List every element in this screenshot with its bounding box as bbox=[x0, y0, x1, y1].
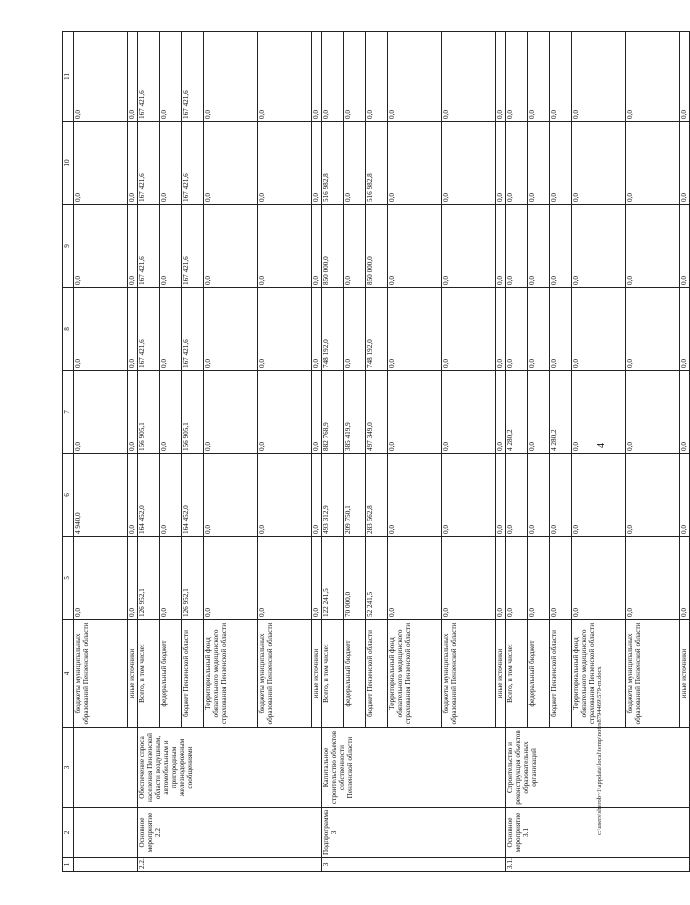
amount-cell: 0,0 bbox=[442, 205, 496, 288]
amount-cell: 167 421,6 bbox=[138, 122, 160, 205]
amount-cell: 0,0 bbox=[550, 454, 572, 537]
funding-source-cell: Всего, в том числе: bbox=[506, 620, 528, 728]
amount-cell: 167 421,6 bbox=[138, 32, 160, 122]
amount-cell: 0,0 bbox=[312, 205, 322, 288]
amount-cell: 126 952,1 bbox=[182, 537, 204, 620]
amount-cell: 0,0 bbox=[366, 32, 388, 122]
table-row bbox=[74, 32, 128, 872]
amount-cell: 167 421,6 bbox=[182, 288, 204, 371]
goal-cell: Обеспечение спроса населения Пензенской области воздушным, автомобильным и пригородным железнодорожным сообщениями bbox=[138, 728, 322, 808]
amount-cell: 0,0 bbox=[312, 537, 322, 620]
column-number-row bbox=[63, 32, 74, 872]
amount-cell: 0,0 bbox=[258, 32, 312, 122]
amount-cell: 0,0 bbox=[626, 288, 680, 371]
amount-cell: 0,0 bbox=[344, 32, 366, 122]
amount-cell: 748 192,0 bbox=[322, 288, 344, 371]
funding-source-cell: бюджет Пензенской области bbox=[182, 620, 204, 728]
amount-cell: 0,0 bbox=[388, 537, 442, 620]
amount-cell: 0,0 bbox=[528, 371, 550, 454]
row-number-cell bbox=[74, 858, 138, 872]
amount-cell: 850 000,0 bbox=[322, 205, 344, 288]
amount-cell: 0,0 bbox=[442, 32, 496, 122]
table-row bbox=[322, 32, 344, 872]
amount-cell: 0,0 bbox=[626, 32, 680, 122]
col-header: 3 bbox=[63, 728, 74, 808]
funding-source-cell: Всего, в том числе: bbox=[322, 620, 344, 728]
amount-cell: 0,0 bbox=[258, 371, 312, 454]
amount-cell: 0,0 bbox=[160, 205, 182, 288]
funding-source-cell: бюджет Пензенской области bbox=[550, 620, 572, 728]
amount-cell: 167 421,6 bbox=[138, 288, 160, 371]
amount-cell: 0,0 bbox=[258, 122, 312, 205]
col-header: 6 bbox=[63, 454, 74, 537]
amount-cell: 0,0 bbox=[550, 288, 572, 371]
event-name-cell: Подпрограмма 3 bbox=[322, 808, 506, 858]
amount-cell: 0,0 bbox=[506, 122, 528, 205]
amount-cell: 0,0 bbox=[626, 205, 680, 288]
col-header: 8 bbox=[63, 288, 74, 371]
amount-cell: 0,0 bbox=[550, 205, 572, 288]
amount-cell: 0,0 bbox=[528, 32, 550, 122]
amount-cell: 0,0 bbox=[204, 32, 258, 122]
funding-source-cell: бюджеты муниципальных образований Пензенской области bbox=[258, 620, 312, 728]
amount-cell: 493 312,9 bbox=[322, 454, 344, 537]
amount-cell: 0,0 bbox=[680, 371, 690, 454]
amount-cell: 0,0 bbox=[496, 371, 506, 454]
amount-cell: 0,0 bbox=[572, 32, 626, 122]
amount-cell: 0,0 bbox=[128, 32, 138, 122]
amount-cell: 0,0 bbox=[160, 537, 182, 620]
amount-cell: 0,0 bbox=[344, 205, 366, 288]
amount-cell: 0,0 bbox=[74, 32, 128, 122]
amount-cell: 0,0 bbox=[204, 454, 258, 537]
amount-cell: 0,0 bbox=[506, 32, 528, 122]
amount-cell: 0,0 bbox=[572, 205, 626, 288]
amount-cell: 0,0 bbox=[506, 454, 528, 537]
col-header: 10 bbox=[63, 122, 74, 205]
amount-cell: 0,0 bbox=[572, 537, 626, 620]
amount-cell: 0,0 bbox=[128, 371, 138, 454]
funding-source-cell: бюджеты муниципальных образований Пензенской области bbox=[74, 620, 128, 728]
funding-source-cell: Территориальный фонд обязательного медицинского страхования Пензенской области bbox=[572, 620, 626, 728]
amount-cell: 70 000,0 bbox=[344, 537, 366, 620]
amount-cell: 0,0 bbox=[344, 288, 366, 371]
amount-cell: 516 982,8 bbox=[322, 122, 344, 205]
amount-cell: 0,0 bbox=[160, 32, 182, 122]
amount-cell: 0,0 bbox=[388, 205, 442, 288]
event-name-cell bbox=[74, 808, 138, 858]
amount-cell: 748 192,0 bbox=[366, 288, 388, 371]
row-number-cell: 3 bbox=[322, 858, 506, 872]
amount-cell: 0,0 bbox=[312, 288, 322, 371]
amount-cell: 0,0 bbox=[128, 537, 138, 620]
amount-cell: 0,0 bbox=[322, 32, 344, 122]
page-number: 4 bbox=[596, 443, 607, 448]
amount-cell: 0,0 bbox=[128, 205, 138, 288]
amount-cell: 0,0 bbox=[442, 537, 496, 620]
amount-cell: 0,0 bbox=[442, 371, 496, 454]
amount-cell: 0,0 bbox=[160, 371, 182, 454]
funding-source-cell: бюджеты муниципальных образований Пензенской области bbox=[442, 620, 496, 728]
amount-cell: 0,0 bbox=[496, 537, 506, 620]
amount-cell: 4 280,2 bbox=[506, 371, 528, 454]
amount-cell: 385 419,9 bbox=[344, 371, 366, 454]
amount-cell: 0,0 bbox=[528, 122, 550, 205]
amount-cell: 0,0 bbox=[160, 288, 182, 371]
amount-cell: 0,0 bbox=[528, 205, 550, 288]
footer-file-path: c:\users\sherob~1\appdata\local\temp\notes8794469\579-rn.docx bbox=[596, 666, 603, 835]
amount-cell: 0,0 bbox=[74, 205, 128, 288]
amount-cell: 0,0 bbox=[572, 122, 626, 205]
amount-cell: 156 905,1 bbox=[182, 371, 204, 454]
amount-cell: 0,0 bbox=[506, 537, 528, 620]
funding-source-cell: Территориальный фонд обязательного медицинского страхования Пензенской области bbox=[388, 620, 442, 728]
amount-cell: 0,0 bbox=[312, 122, 322, 205]
amount-cell: 0,0 bbox=[258, 205, 312, 288]
amount-cell: 167 421,6 bbox=[182, 205, 204, 288]
amount-cell: 0,0 bbox=[160, 122, 182, 205]
amount-cell: 0,0 bbox=[388, 454, 442, 537]
amount-cell: 0,0 bbox=[204, 537, 258, 620]
amount-cell: 122 241,5 bbox=[322, 537, 344, 620]
amount-cell: 0,0 bbox=[680, 537, 690, 620]
amount-cell: 0,0 bbox=[312, 32, 322, 122]
amount-cell: 0,0 bbox=[204, 288, 258, 371]
amount-cell: 0,0 bbox=[388, 122, 442, 205]
funding-source-cell: федеральный бюджет bbox=[528, 620, 550, 728]
amount-cell: 0,0 bbox=[74, 371, 128, 454]
col-header: 5 bbox=[63, 537, 74, 620]
amount-cell: 167 421,6 bbox=[182, 122, 204, 205]
funding-source-cell: Всего, в том числе: bbox=[138, 620, 160, 728]
amount-cell: 0,0 bbox=[160, 454, 182, 537]
amount-cell: 0,0 bbox=[550, 122, 572, 205]
amount-cell: 0,0 bbox=[204, 371, 258, 454]
amount-cell: 0,0 bbox=[550, 32, 572, 122]
funding-source-cell: федеральный бюджет bbox=[344, 620, 366, 728]
funding-source-cell: бюджеты муниципальных образований Пензенской области bbox=[626, 620, 680, 728]
amount-cell: 0,0 bbox=[496, 205, 506, 288]
funding-source-cell: иные источники bbox=[680, 620, 690, 728]
amount-cell: 156 905,1 bbox=[138, 371, 160, 454]
amount-cell: 0,0 bbox=[626, 371, 680, 454]
funding-source-cell: иные источники bbox=[496, 620, 506, 728]
funding-source-cell: бюджет Пензенской области bbox=[366, 620, 388, 728]
amount-cell: 0,0 bbox=[442, 122, 496, 205]
amount-cell: 0,0 bbox=[506, 205, 528, 288]
funding-source-cell: федеральный бюджет bbox=[160, 620, 182, 728]
amount-cell: 0,0 bbox=[528, 288, 550, 371]
amount-cell: 283 562,8 bbox=[366, 454, 388, 537]
amount-cell: 0,0 bbox=[550, 537, 572, 620]
amount-cell: 850 000,0 bbox=[366, 205, 388, 288]
amount-cell: 0,0 bbox=[128, 454, 138, 537]
amount-cell: 126 952,1 bbox=[138, 537, 160, 620]
amount-cell: 0,0 bbox=[680, 454, 690, 537]
row-number-cell: 3.1. bbox=[506, 858, 690, 872]
amount-cell: 0,0 bbox=[258, 454, 312, 537]
amount-cell: 0,0 bbox=[204, 205, 258, 288]
amount-cell: 0,0 bbox=[312, 454, 322, 537]
amount-cell: 0,0 bbox=[528, 454, 550, 537]
amount-cell: 0,0 bbox=[388, 288, 442, 371]
amount-cell: 516 982,8 bbox=[366, 122, 388, 205]
amount-cell: 52 241,5 bbox=[366, 537, 388, 620]
amount-cell: 0,0 bbox=[442, 454, 496, 537]
amount-cell: 0,0 bbox=[128, 122, 138, 205]
amount-cell: 0,0 bbox=[680, 122, 690, 205]
amount-cell: 0,0 bbox=[506, 288, 528, 371]
amount-cell: 882 768,9 bbox=[322, 371, 344, 454]
amount-cell: 0,0 bbox=[680, 288, 690, 371]
amount-cell: 167 421,6 bbox=[182, 32, 204, 122]
amount-cell: 0,0 bbox=[74, 537, 128, 620]
amount-cell: 0,0 bbox=[388, 32, 442, 122]
event-name-cell: Основное мероприятие 3.1 bbox=[506, 808, 690, 858]
amount-cell: 0,0 bbox=[204, 122, 258, 205]
amount-cell: 209 750,1 bbox=[344, 454, 366, 537]
amount-cell: 0,0 bbox=[128, 288, 138, 371]
amount-cell: 0,0 bbox=[388, 371, 442, 454]
amount-cell: 167 421,6 bbox=[138, 205, 160, 288]
goal-cell bbox=[74, 728, 138, 808]
amount-cell: 0,0 bbox=[572, 454, 626, 537]
col-header: 11 bbox=[63, 32, 74, 122]
goal-cell: Строительство и реконструкция объектов образовательных организаций bbox=[506, 728, 690, 808]
event-name-cell: Основное мероприятие 2.2 bbox=[138, 808, 322, 858]
amount-cell: 0,0 bbox=[572, 371, 626, 454]
amount-cell: 0,0 bbox=[344, 122, 366, 205]
amount-cell: 0,0 bbox=[496, 288, 506, 371]
amount-cell: 0,0 bbox=[680, 205, 690, 288]
funding-source-cell: иные источники bbox=[128, 620, 138, 728]
row-number-cell: 2.2. bbox=[138, 858, 322, 872]
amount-cell: 0,0 bbox=[496, 32, 506, 122]
amount-cell: 0,0 bbox=[258, 537, 312, 620]
amount-cell: 0,0 bbox=[626, 454, 680, 537]
amount-cell: 164 452,0 bbox=[182, 454, 204, 537]
amount-cell: 0,0 bbox=[626, 537, 680, 620]
amount-cell: 0,0 bbox=[74, 122, 128, 205]
funding-source-cell: Территориальный фонд обязательного медицинского страхования Пензенской области bbox=[204, 620, 258, 728]
amount-cell: 0,0 bbox=[680, 32, 690, 122]
amount-cell: 0,0 bbox=[442, 288, 496, 371]
table-row bbox=[138, 32, 160, 872]
amount-cell: 0,0 bbox=[496, 122, 506, 205]
amount-cell: 0,0 bbox=[572, 288, 626, 371]
amount-cell: 0,0 bbox=[312, 371, 322, 454]
funding-source-cell: иные источники bbox=[312, 620, 322, 728]
table-row bbox=[506, 32, 528, 872]
goal-cell: Капитальное строительство объектов собственности Пензенской области bbox=[322, 728, 506, 808]
col-header: 9 bbox=[63, 205, 74, 288]
amount-cell: 0,0 bbox=[626, 122, 680, 205]
col-header: 7 bbox=[63, 371, 74, 454]
col-header: 2 bbox=[63, 808, 74, 858]
amount-cell: 0,0 bbox=[496, 454, 506, 537]
amount-cell: 4 940,0 bbox=[74, 454, 128, 537]
amount-cell: 497 349,0 bbox=[366, 371, 388, 454]
amount-cell: 4 280,2 bbox=[550, 371, 572, 454]
amount-cell: 0,0 bbox=[528, 537, 550, 620]
amount-cell: 0,0 bbox=[258, 288, 312, 371]
amount-cell: 164 452,0 bbox=[138, 454, 160, 537]
col-header: 4 bbox=[63, 620, 74, 728]
col-header: 1 bbox=[63, 858, 74, 872]
amount-cell: 0,0 bbox=[74, 288, 128, 371]
